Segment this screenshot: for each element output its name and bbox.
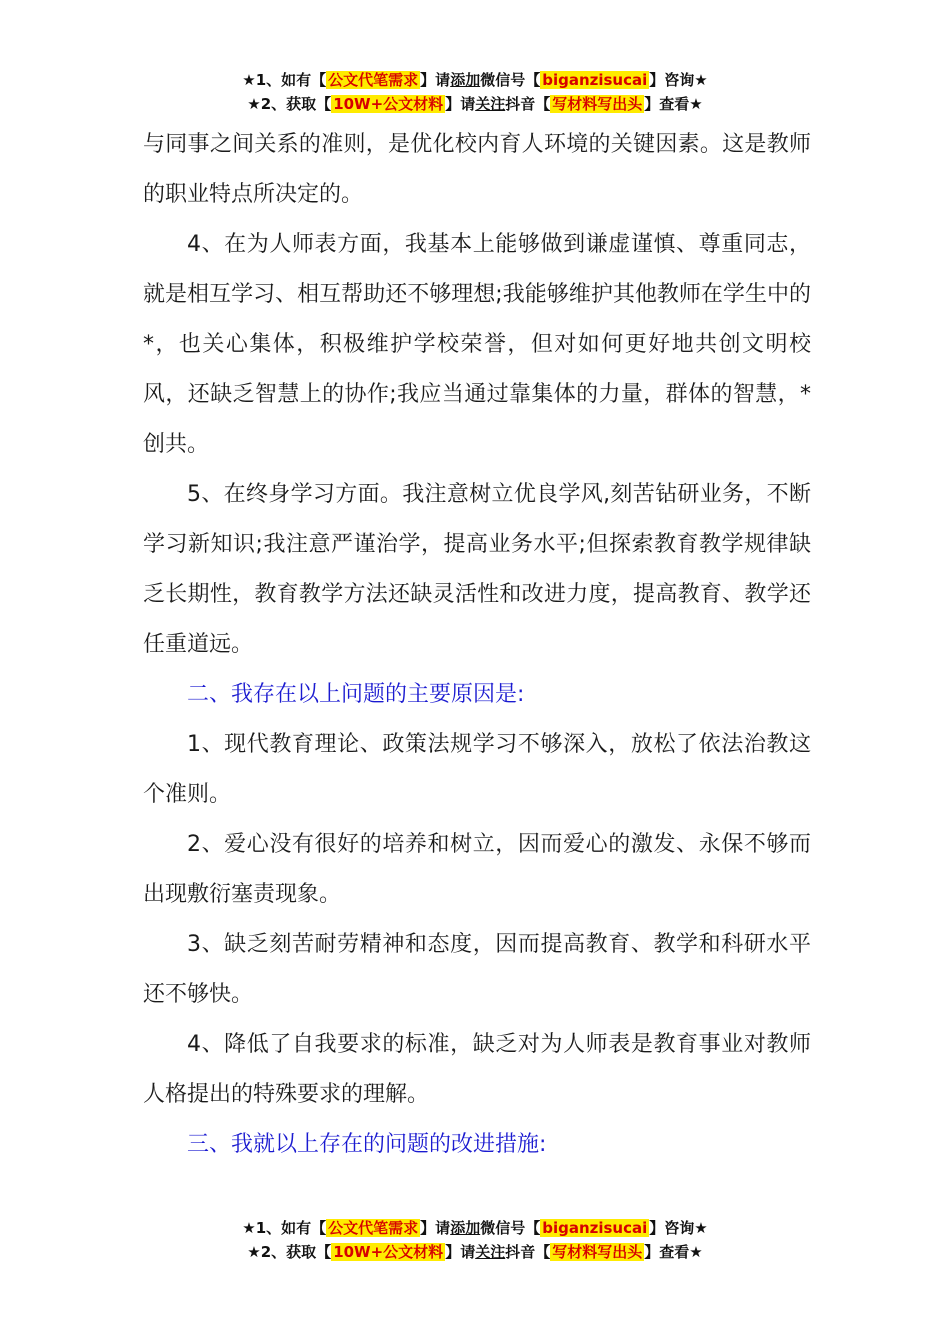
section-heading-causes: 二、我存在以上问题的主要原因是: [187,682,525,707]
paragraph-cause-4: 4、降低了自我要求的标准，缺乏对为人师表是教育事业对教师人格提出的特殊要求的理解。 [143,1032,811,1107]
banner-text: 抖音【 [505,95,551,113]
banner-underlined: 添加 [450,1219,481,1237]
paragraph-cause-2: 2、爱心没有很好的培养和树立，因而爱心的激发、永保不够而出现敷衍塞责现象。 [143,832,811,907]
paragraph-item-5-lifelong-learning: 5、在终身学习方面。我注意树立优良学风,刻苦钻研业务，不断学习新知识;我注意严谨治学，提高业务水平;但探索教育教学规律缺乏长期性，教育教学方法还缺灵活性和改进力度，提高教育、教学还任重道远。 [143,482,811,657]
section-heading-measures: 三、我就以上存在的问题的改进措施: [187,1132,547,1157]
banner-text: 抖音【 [505,1243,551,1261]
footer-banner [0,1216,950,1264]
banner-underlined: 关注 [475,1243,506,1261]
paragraph-continuation: 与同事之间关系的准则，是优化校内育人环境的关键因素。这是教师的职业特点所决定的。 [143,132,811,207]
footer-banner-line-1 [0,1216,950,1240]
banner-text: 】咨询★ [649,71,708,89]
banner-text: 】请 [420,71,451,89]
banner-text: 】请 [420,1219,451,1237]
banner-underlined: 关注 [475,95,506,113]
banner-text: 】咨询★ [649,1219,708,1237]
banner-highlight: 公文代笔需求 [328,1219,419,1237]
banner-text: 微信号【 [480,71,541,89]
banner-wechat-id: biganzisucai [542,71,648,89]
banner-text: ★1、如有【 [242,1219,327,1237]
header-banner-line-2 [0,92,950,116]
banner-wechat-id: biganzisucai [542,1219,648,1237]
header-banner [0,68,950,116]
paragraph-cause-1: 1、现代教育理论、政策法规学习不够深入，放松了依法治教这个准则。 [143,732,811,807]
banner-text: 微信号【 [480,1219,541,1237]
banner-text: ★2、获取【 [247,95,332,113]
document-body [143,120,811,1170]
paragraph-item-4-teacher-conduct: 4、在为人师表方面，我基本上能够做到谦虚谨慎、尊重同志，就是相互学习、相互帮助还不够理想;我能够维护其他教师在学生中的*，也关心集体，积极维护学校荣誉，但对如何更好地共创文明校风，还缺乏智慧上的协作;我应当通过靠集体的力量，群体的智慧，*创共。 [143,232,811,457]
banner-text: ★2、获取【 [247,1243,332,1261]
banner-douyin-id: 写材料写出头 [552,95,643,113]
banner-underlined: 添加 [450,71,481,89]
banner-text: ★1、如有【 [242,71,327,89]
paragraph-cause-3: 3、缺乏刻苦耐劳精神和态度，因而提高教育、教学和科研水平还不够快。 [143,932,811,1007]
banner-text: 】请 [445,1243,476,1261]
banner-text: 】请 [445,95,476,113]
header-banner-line-1 [0,68,950,92]
banner-highlight: 10W+公文材料 [333,1243,444,1261]
banner-highlight: 公文代笔需求 [328,71,419,89]
footer-banner-line-2 [0,1240,950,1264]
banner-text: 】查看★ [644,95,703,113]
banner-text: 】查看★ [644,1243,703,1261]
banner-highlight: 10W+公文材料 [333,95,444,113]
banner-douyin-id: 写材料写出头 [552,1243,643,1261]
